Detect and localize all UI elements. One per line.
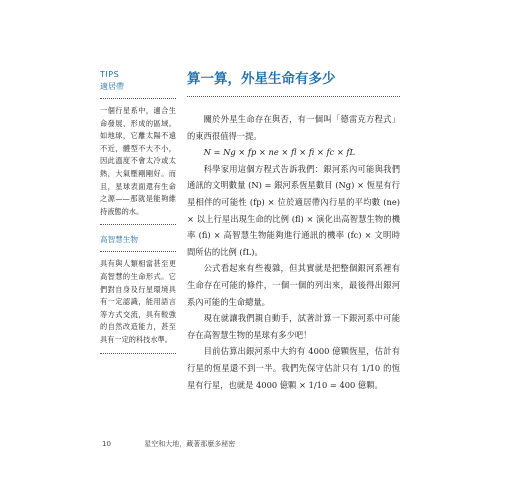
paragraph: 關於外星生命存在與否，有一個叫「德雷克方程式」的東西很值得一提。 (187, 114, 400, 141)
sidebar-section2-title: 高智慧生物 (100, 235, 138, 245)
article-body (187, 111, 400, 393)
page-title: 算一算，外星生命有多少 (187, 71, 336, 87)
sidebar-section1-text: 一個行星系中，適合生命發展、形成的區域。如地球，它離太陽不遠不近，體型不大不小，因此溫度不會太冷或太熱，大氣壓剛剛好。而且，星球表面還有生命之源——那就是能夠維持液態的水。 (100, 106, 176, 216)
sidebar-divider-2 (100, 224, 176, 225)
paragraph: 科學家用這個方程式告訴我們：銀河系內可能與我們通訊的文明數量 (N) = 銀河系恆星數目 (Ng) × 恆星有行星相伴的可能性 (fp) × 位於適居帶內行星的平均數 (ne) × 以上行星出現生命的比例 (fl) × 演化出高智慧生物的機率 (fi) × 高智慧生物能夠進行通訊的機率 (fc) × 文明時間所佔的比例 (fL)。 (187, 163, 400, 257)
page-number: 10 (102, 440, 111, 448)
tips-label: TIPS (100, 70, 120, 79)
title-divider (187, 96, 400, 97)
sidebar-divider-4 (100, 353, 176, 354)
sidebar-section1-title: 適居帶 (100, 82, 124, 91)
sidebar-section2-text: 具有與人類相當甚至更高智慧的生命形式。它們對自身及行星環境具有一定認識，能用語言等方式交流，具有較強的自然改造能力，甚至具有一定的科技水準。 (100, 259, 176, 344)
drake-equation: N = Ng × fp × ne × fl × fi × fc × fL (203, 147, 356, 158)
sidebar-divider-1 (100, 98, 176, 99)
paragraph: 目前估算出銀河系中大約有 4000 億顆恆星，估計有行星的恆星還不到一半。我們先保守估計只有 1/10 的恆星有行星，也就是 4000 億顆 × 1/10 = 400 億顆。 (187, 346, 400, 390)
sidebar-divider-3 (100, 251, 176, 252)
book-title: 星空和大地，藏著那麼多秘密 (144, 440, 236, 448)
paragraph: 現在就讓我們親自動手，試著計算一下銀河系中可能存在高智慧生物的星球有多少吧！ (187, 313, 400, 340)
sidebar (100, 70, 176, 360)
main-content (187, 70, 400, 393)
page-footer (102, 439, 235, 449)
paragraph: 公式看起來有些複雜，但其實就是把整個銀河系裡有生命存在可能的條件，一個一個的列出來，最後得出銀河系內可能的生命總量。 (187, 263, 400, 307)
